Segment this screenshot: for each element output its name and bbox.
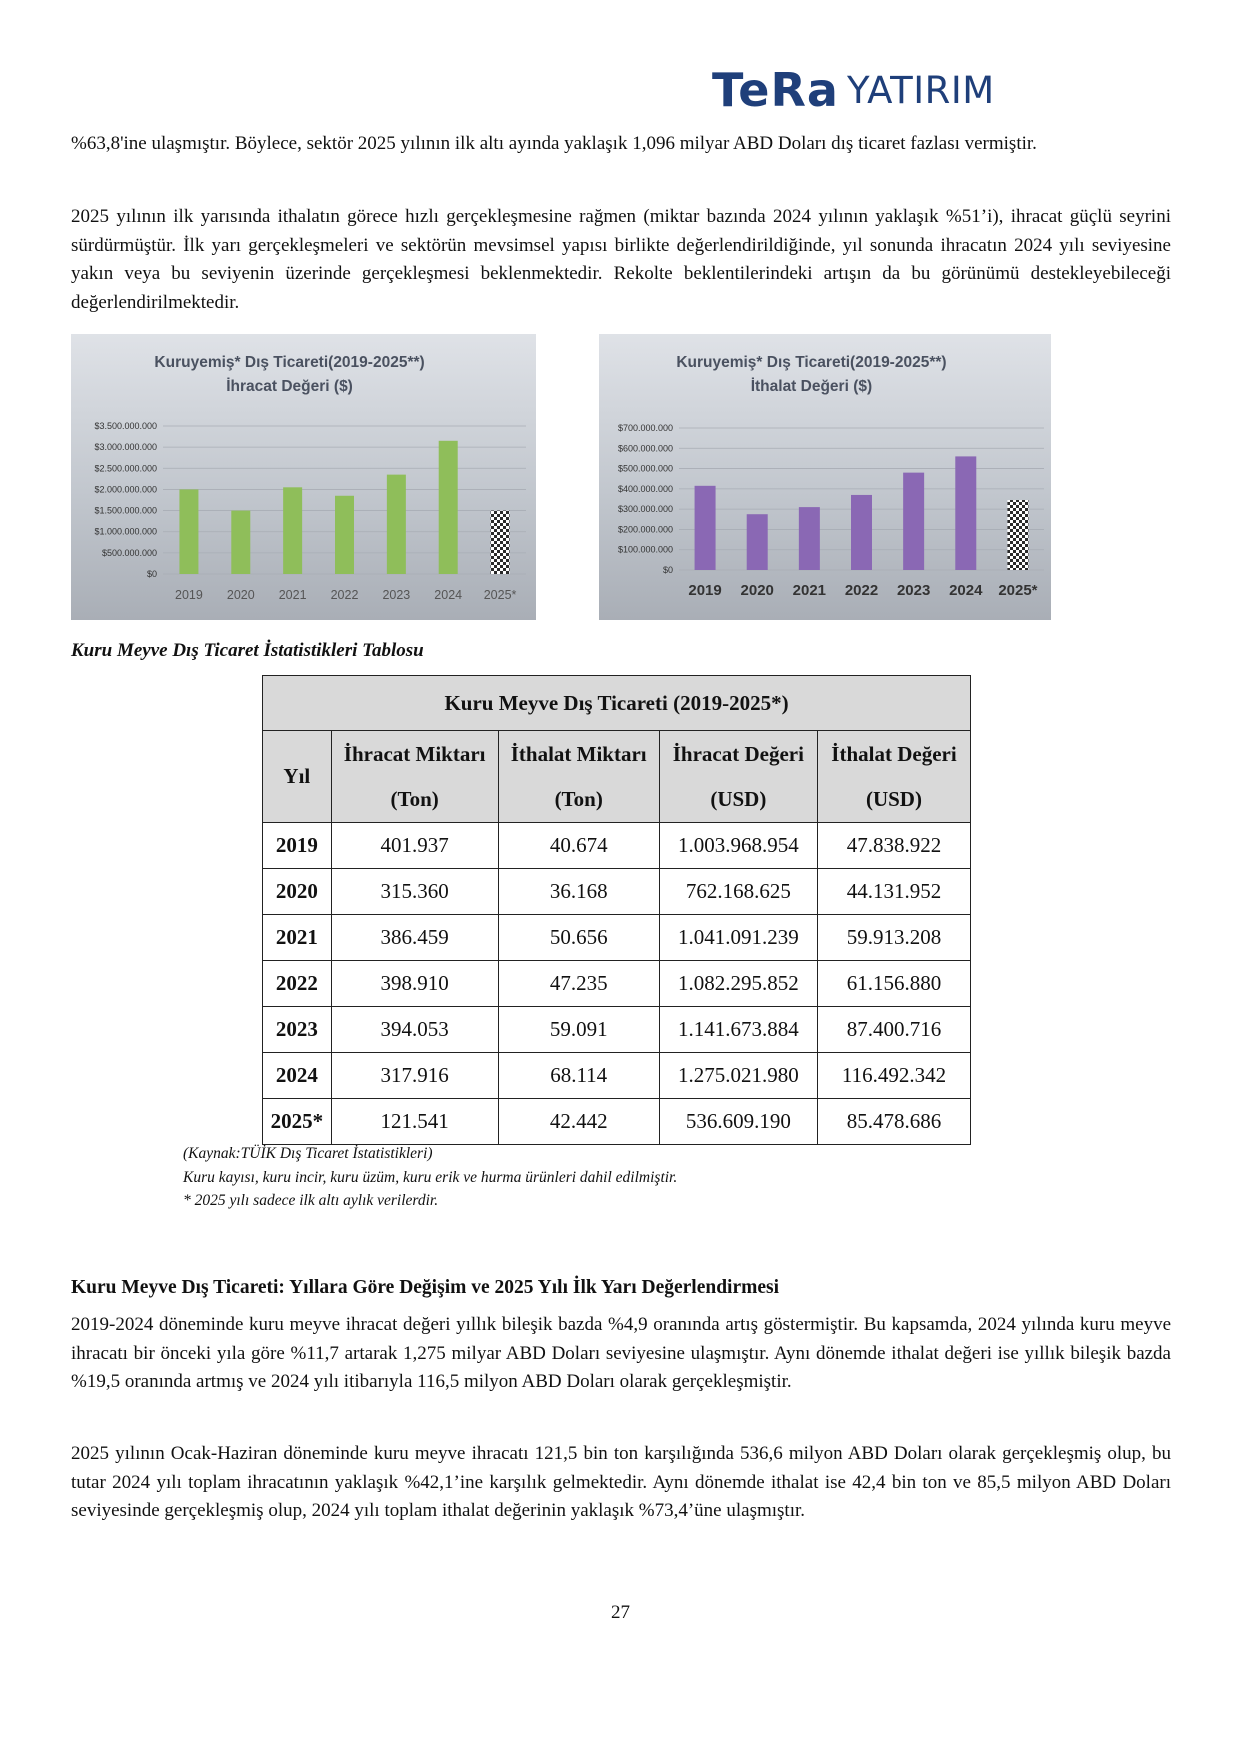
table-cell: 121.541	[331, 1099, 498, 1145]
table-cell-year: 2022	[263, 961, 332, 1007]
table-cell: 59.913.208	[817, 915, 970, 961]
ithalat-chart-svg	[599, 334, 1051, 620]
x-tick-label: 2019	[175, 588, 203, 602]
table-cell: 85.478.686	[817, 1099, 970, 1145]
y-tick-label: $500.000.000	[617, 463, 673, 474]
bar-2025	[1007, 500, 1028, 570]
chart-subtitle: İhracat Değeri ($)	[226, 378, 353, 395]
y-tick-label: $100.000.000	[617, 544, 673, 555]
y-tick-label: $700.000.000	[617, 423, 673, 433]
table-cell: 42.442	[498, 1099, 659, 1145]
paragraph-4: 2025 yılının Ocak-Haziran döneminde kuru meyve ihracatı 121,5 bin ton karşılığında 536,6 milyon ABD Doları olarak gerçekleşmiş olup, bu tutar 2024 yılı toplam ihracatının yaklaşık %42,1’ine karşılık gelmektedir. Aynı dönemde ithalat ise 42,4 bin ton ve 85,5 milyon ABD Doları seviyesinde gerçekleşmiş olup, 2024 yılı toplam ithalat değerinin yaklaşık %73,4’üne ulaşmıştır.	[71, 1443, 1171, 1522]
y-tick-label: $400.000.000	[617, 483, 673, 494]
table-row	[263, 869, 971, 915]
table-cell: 386.459	[331, 915, 498, 961]
logo-wordmark-bold: TeRa	[712, 63, 839, 117]
y-tick-label: $1.500.000.000	[94, 505, 157, 516]
chart-background	[599, 334, 1051, 620]
chart-title: Kuruyemiş* Dış Ticareti(2019-2025**)	[676, 354, 947, 371]
chart-background	[71, 334, 536, 620]
y-tick-label: $3.500.000.000	[94, 421, 157, 431]
bar-2023	[903, 473, 924, 570]
bar-2020	[231, 511, 250, 574]
table-row	[263, 915, 971, 961]
bar-2024	[955, 456, 976, 570]
bar-2024	[439, 441, 458, 574]
x-tick-label: 2020	[226, 588, 255, 602]
y-tick-label: $500.000.000	[101, 547, 157, 558]
col-header-3	[659, 731, 817, 823]
col-header-2	[498, 731, 659, 823]
y-tick-label: $200.000.000	[617, 524, 673, 535]
export-value-chart	[71, 334, 536, 620]
col-header-4	[817, 731, 970, 823]
col-header-unit: (Ton)	[390, 786, 439, 811]
dried-fruit-trade-table	[262, 675, 971, 1145]
bar-2019	[695, 486, 716, 570]
y-tick-label: $2.000.000.000	[94, 484, 157, 495]
table-cell-year: 2023	[263, 1007, 332, 1053]
table-cell: 762.168.625	[659, 869, 817, 915]
company-logo	[712, 63, 995, 117]
y-tick-label: $300.000.000	[617, 504, 673, 515]
table-cell: 1.141.673.884	[659, 1007, 817, 1053]
x-tick-label: 2023	[382, 588, 411, 602]
x-tick-label: 2025*	[998, 582, 1038, 599]
y-tick-label: $0	[662, 565, 673, 575]
note-2025: * 2025 yılı sadece ilk altı aylık verilerdir.	[183, 1192, 439, 1209]
table-cell-year: 2025*	[263, 1099, 332, 1145]
table-notes	[183, 1142, 677, 1213]
table-cell-year: 2020	[263, 869, 332, 915]
bar-2022	[851, 495, 872, 570]
section-heading: Kuru Meyve Dış Ticareti: Yıllara Göre Değişim ve 2025 Yılı İlk Yarı Değerlendirmesi	[71, 1277, 780, 1298]
table-cell: 536.609.190	[659, 1099, 817, 1145]
bar-2023	[387, 475, 406, 574]
table-cell: 59.091	[498, 1007, 659, 1053]
table-cell: 36.168	[498, 869, 659, 915]
chart-title: Kuruyemiş* Dış Ticareti(2019-2025**)	[154, 354, 425, 371]
table-cell: 44.131.952	[817, 869, 970, 915]
table-cell: 1.041.091.239	[659, 915, 817, 961]
paragraph-1: %63,8'ine ulaşmıştır. Böylece, sektör 2025 yılının ilk altı ayında yaklaşık 1,096 milyar ABD Doları dış ticaret fazlası vermiştir.	[71, 133, 1037, 154]
col-header-unit: (USD)	[865, 786, 922, 811]
x-tick-label: 2021	[278, 588, 307, 602]
table-row	[263, 1053, 971, 1099]
table-cell: 40.674	[498, 823, 659, 869]
table-cell: 116.492.342	[817, 1053, 970, 1099]
table-cell: 317.916	[331, 1053, 498, 1099]
table-cell: 1.082.295.852	[659, 961, 817, 1007]
x-tick-label: 2022	[844, 582, 879, 599]
table-cell-year: 2021	[263, 915, 332, 961]
bar-2019	[179, 489, 198, 574]
y-tick-label: $3.000.000.000	[94, 442, 157, 453]
table-cell: 1.275.021.980	[659, 1053, 817, 1099]
col-header-label: İthalat Miktarı	[510, 741, 647, 766]
note-products: Kuru kayısı, kuru incir, kuru üzüm, kuru erik ve hurma ürünleri dahil edilmiştir.	[183, 1168, 678, 1186]
y-tick-label: $1.000.000.000	[94, 526, 157, 537]
table-cell-year: 2019	[263, 823, 332, 869]
bar-2025	[491, 511, 510, 574]
bar-2022	[335, 496, 354, 574]
table-cell: 1.003.968.954	[659, 823, 817, 869]
table-row	[263, 1007, 971, 1053]
x-tick-label: 2024	[949, 582, 983, 599]
x-tick-label: 2025*	[483, 588, 517, 602]
table-cell: 315.360	[331, 869, 498, 915]
y-tick-label: $2.500.000.000	[94, 463, 157, 474]
y-tick-label: $0	[146, 569, 157, 579]
table-cell: 68.114	[498, 1053, 659, 1099]
col-header-label: İhracat Değeri	[672, 741, 804, 766]
bar-2021	[799, 507, 820, 570]
chart-subtitle: İthalat Değeri ($)	[750, 378, 873, 395]
col-header-unit: (Ton)	[554, 786, 603, 811]
table-caption: Kuru Meyve Dış Ticaret İstatistikleri Tablosu	[71, 640, 424, 661]
logo-wordmark-rest: YATIRIM	[846, 68, 995, 112]
paragraph-2: 2025 yılının ilk yarısında ithalatın görece hızlı gerçekleşmesine rağmen (miktar bazında 2024 yılının yaklaşık %51’i), ihracat güçlü seyrini sürdürmüştür. İlk yarı gerçekleşmeleri ve sektörün mevsimsel yapısı birlikte değerlendirildiğinde, yıl sonunda ihracatın 2024 yılı seviyesine yakın veya bu seviyenin üzerinde gerçekleşmesi beklenmektedir. Rekolte beklentilerindeki artışın da bu görünümü destekleyebileceği değerlendirilmektedir.	[71, 206, 1171, 313]
bar-2021	[283, 487, 302, 574]
col-header-1	[331, 731, 498, 823]
x-tick-label: 2024	[434, 588, 463, 602]
table-cell-year: 2024	[263, 1053, 332, 1099]
table-title: Kuru Meyve Dış Ticareti (2019-2025*)	[263, 676, 971, 731]
col-header-label: İthalat Değeri	[831, 741, 957, 766]
x-tick-label: 2019	[688, 582, 722, 599]
paragraph-3: 2019-2024 döneminde kuru meyve ihracat değeri yıllık bileşik bazda %4,9 oranında artış göstermiştir. Bu kapsamda, 2024 yılında kuru meyve ihracatı bir önceki yıla göre %11,7 artarak 1,275 milyar ABD Doları seviyesine ulaşmıştır. Aynı dönemde ithalat değeri ise yıllık bileşik bazda %19,5 oranında artmış ve 2024 yılı itibarıyla 116,5 milyon ABD Doları olarak gerçekleşmiştir.	[71, 1314, 1171, 1393]
table-row	[263, 1099, 971, 1145]
table-cell: 47.235	[498, 961, 659, 1007]
table-cell: 47.838.922	[817, 823, 970, 869]
table-cell: 87.400.716	[817, 1007, 970, 1053]
ihracat-chart-svg	[71, 334, 536, 620]
x-tick-label: 2020	[740, 582, 774, 599]
x-tick-label: 2023	[896, 582, 931, 599]
bar-2020	[747, 514, 768, 570]
table-row	[263, 823, 971, 869]
x-tick-label: 2022	[330, 588, 359, 602]
import-value-chart	[599, 334, 1051, 620]
col-header-label: İhracat Miktarı	[343, 741, 486, 766]
table-cell: 401.937	[331, 823, 498, 869]
table-cell: 50.656	[498, 915, 659, 961]
col-header-unit: (USD)	[710, 786, 767, 811]
table-row	[263, 961, 971, 1007]
page-number: 27	[611, 1602, 630, 1623]
y-tick-label: $600.000.000	[617, 443, 673, 454]
x-tick-label: 2021	[792, 582, 827, 599]
note-source: (Kaynak:TÜİK Dış Ticaret İstatistikleri)	[183, 1145, 433, 1162]
col-header-yil: Yıl	[263, 731, 332, 823]
table-cell: 61.156.880	[817, 961, 970, 1007]
table-cell: 394.053	[331, 1007, 498, 1053]
table-cell: 398.910	[331, 961, 498, 1007]
